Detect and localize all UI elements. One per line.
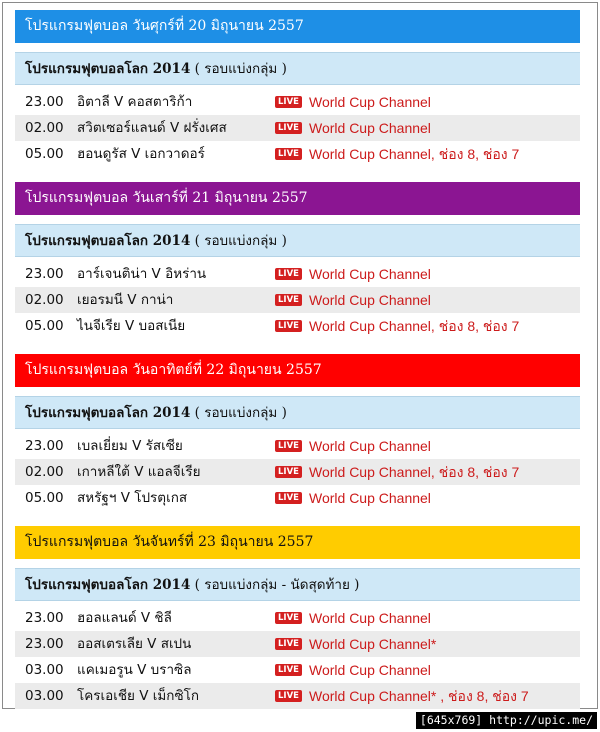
channel-link[interactable]: World Cup Channel [309, 662, 431, 678]
competition-header [15, 224, 580, 257]
day-section-sunday [15, 354, 580, 511]
match-teams: ออสเตรเลีย V สเปน [77, 636, 192, 652]
round-note: ( รอบแบ่งกลุ่ม ) [190, 233, 287, 249]
kickoff-time: 02.00 [25, 120, 64, 136]
live-badge-icon: LIVE [275, 268, 302, 280]
match-row [15, 115, 580, 141]
live-badge-icon: LIVE [275, 492, 302, 504]
kickoff-time: 03.00 [25, 662, 64, 678]
kickoff-time: 05.00 [25, 318, 64, 334]
match-row [15, 631, 580, 657]
kickoff-time: 03.00 [25, 688, 64, 704]
kickoff-time: 05.00 [25, 146, 64, 162]
kickoff-time: 23.00 [25, 94, 64, 110]
match-row [15, 141, 580, 167]
match-row [15, 89, 580, 115]
kickoff-time: 23.00 [25, 438, 64, 454]
day-header: โปรแกรมฟุตบอล วันเสาร์ที่ 21 มิถุนายน 2557 [15, 182, 580, 215]
competition-header [15, 52, 580, 85]
live-badge-icon: LIVE [275, 96, 302, 108]
kickoff-time: 23.00 [25, 266, 64, 282]
kickoff-time: 05.00 [25, 490, 64, 506]
live-badge-icon: LIVE [275, 148, 302, 160]
match-teams: สหรัฐฯ V โปรตุเกส [77, 490, 188, 506]
live-badge-icon: LIVE [275, 638, 302, 650]
match-teams: อิตาลี V คอสตาริก้า [77, 94, 193, 110]
match-row [15, 683, 580, 709]
match-row [15, 261, 580, 287]
match-teams: เบลเยี่ยม V รัสเซีย [77, 438, 183, 454]
match-list [15, 89, 580, 167]
day-section-saturday [15, 182, 580, 339]
match-row [15, 433, 580, 459]
competition-title: โปรแกรมฟุตบอลโลก 2014 [25, 405, 191, 421]
day-header: โปรแกรมฟุตบอล วันอาทิตย์ที่ 22 มิถุนายน 2557 [15, 354, 580, 387]
match-teams: แคเมอรูน V บราซิล [77, 662, 192, 678]
live-badge-icon: LIVE [275, 690, 302, 702]
match-row [15, 657, 580, 683]
match-row [15, 605, 580, 631]
match-row [15, 459, 580, 485]
competition-header [15, 568, 580, 601]
channel-link[interactable]: World Cup Channel, ช่อง 8, ช่อง 7 [309, 146, 520, 162]
live-badge-icon: LIVE [275, 466, 302, 478]
kickoff-time: 02.00 [25, 292, 64, 308]
match-list [15, 433, 580, 511]
match-teams: เกาหลีใต้ V แอลจีเรีย [77, 464, 201, 480]
match-teams: โครเอเชีย V เม็กซิโก [77, 688, 200, 704]
kickoff-time: 23.00 [25, 610, 64, 626]
live-badge-icon: LIVE [275, 440, 302, 452]
match-teams: เยอรมนี V กาน่า [77, 292, 174, 308]
channel-link[interactable]: World Cup Channel [309, 266, 431, 282]
channel-link[interactable]: World Cup Channel [309, 94, 431, 110]
match-teams: อาร์เจนติน่า V อิหร่าน [77, 266, 207, 282]
channel-link[interactable]: World Cup Channel* , ช่อง 8, ช่อง 7 [309, 688, 529, 704]
day-header: โปรแกรมฟุตบอล วันจันทร์ที่ 23 มิถุนายน 2557 [15, 526, 580, 559]
competition-header [15, 396, 580, 429]
live-badge-icon: LIVE [275, 320, 302, 332]
round-note: ( รอบแบ่งกลุ่ม ) [190, 61, 287, 77]
match-list [15, 261, 580, 339]
live-badge-icon: LIVE [275, 612, 302, 624]
channel-link[interactable]: World Cup Channel, ช่อง 8, ช่อง 7 [309, 464, 520, 480]
live-badge-icon: LIVE [275, 664, 302, 676]
channel-link[interactable]: World Cup Channel [309, 120, 431, 136]
channel-link[interactable]: World Cup Channel [309, 292, 431, 308]
day-section-friday [15, 10, 580, 167]
match-row [15, 485, 580, 511]
match-list [15, 605, 580, 709]
round-note: ( รอบแบ่งกลุ่ม ) [190, 405, 287, 421]
channel-link[interactable]: World Cup Channel* [309, 636, 437, 652]
competition-title: โปรแกรมฟุตบอลโลก 2014 [25, 233, 191, 249]
match-row [15, 287, 580, 313]
match-teams: ฮอนดูรัส V เอกวาดอร์ [77, 146, 205, 162]
live-badge-icon: LIVE [275, 122, 302, 134]
channel-link[interactable]: World Cup Channel [309, 490, 431, 506]
channel-link[interactable]: World Cup Channel [309, 610, 431, 626]
kickoff-time: 02.00 [25, 464, 64, 480]
match-row [15, 313, 580, 339]
day-header: โปรแกรมฟุตบอล วันศุกร์ที่ 20 มิถุนายน 2557 [15, 10, 580, 43]
competition-title: โปรแกรมฟุตบอลโลก 2014 [25, 577, 191, 593]
round-note: ( รอบแบ่งกลุ่ม - นัดสุดท้าย ) [190, 577, 360, 593]
live-badge-icon: LIVE [275, 294, 302, 306]
kickoff-time: 23.00 [25, 636, 64, 652]
image-size-watermark: [645x769] http://upic.me/ [416, 712, 597, 729]
match-teams: ฮอลแลนด์ V ชิลี [77, 610, 172, 626]
competition-title: โปรแกรมฟุตบอลโลก 2014 [25, 61, 191, 77]
match-teams: ไนจีเรีย V บอสเนีย [77, 318, 186, 334]
match-teams: สวิตเซอร์แลนด์ V ฝรั่งเศส [77, 120, 227, 136]
day-section-monday [15, 526, 580, 709]
channel-link[interactable]: World Cup Channel, ช่อง 8, ช่อง 7 [309, 318, 520, 334]
channel-link[interactable]: World Cup Channel [309, 438, 431, 454]
